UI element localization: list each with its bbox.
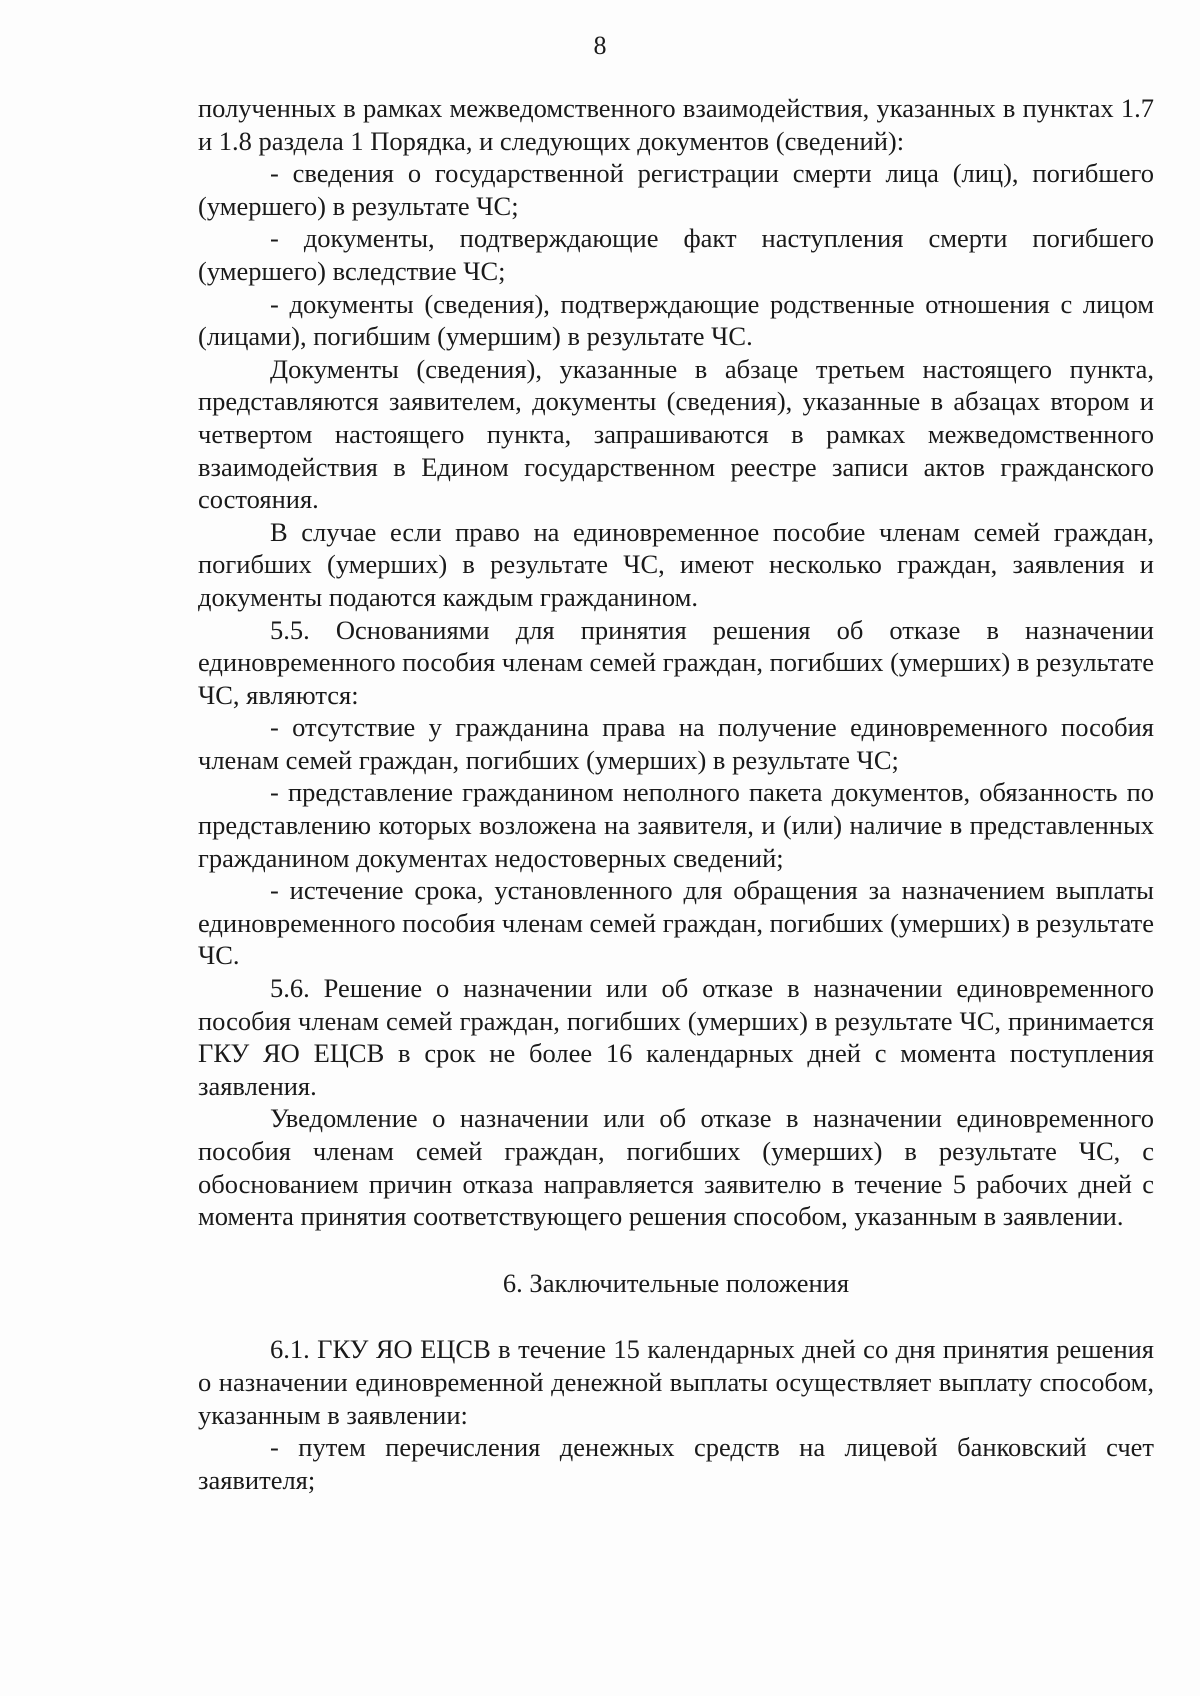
section-heading: 6. Заключительные положения (502, 1267, 850, 1298)
list-item-death-fact-documents: - документы, подтверждающие факт наступления смерти погибшего (умершего) вследствие ЧС; (198, 223, 1154, 286)
paragraph-continuation: полученных в рамках межведомственного взаимодействия, указанных в пунктах 1.7 и 1.8 раздела 1 Порядка, и следующих документов (сведений): (198, 93, 1154, 156)
clause-6-1: 6.1. ГКУ ЯО ЕЦСВ в течение 15 календарных дней со дня принятия решения о назначении единовременной денежной выплаты осуществляет выплату способом, указанным в заявлении: (198, 1334, 1154, 1430)
list-item-death-registration: - сведения о государственной регистрации смерти лица (лиц), погибшего (умершего) в результате ЧС; (198, 158, 1154, 221)
list-item-incomplete-package: - представление гражданином неполного пакета документов, обязанность по представлению которых возложена на заявителя, и (или) наличие в представленных гражданином документах недостоверных сведений; (198, 777, 1154, 873)
paragraph-notification: Уведомление о назначении или об отказе в назначении единовременного пособия членам семей граждан, погибших (умерших) в результате ЧС, с обоснованием причин отказа направляется заявителю в течение 5 рабочих дней с момента принятия соответствующего решения способом, указанным в заявлении. (198, 1103, 1154, 1232)
document-body (198, 92, 1154, 1496)
paragraph-multiple-applicants: В случае если право на единовременное пособие членам семей граждан, погибших (умерших) в результате ЧС, имеют несколько граждан, заявления и документы подаются каждым гражданином. (198, 516, 1154, 612)
clause-5-6: 5.6. Решение о назначении или об отказе в назначении единовременного пособия членам семей граждан, погибших (умерших) в результате ЧС, принимается ГКУ ЯО ЕЦСВ в срок не более 16 календарных дней с момента поступления заявления. (198, 973, 1154, 1101)
list-item-deadline-expired: - истечение срока, установленного для обращения за назначением выплаты единовременного пособия членам семей граждан, погибших (умерших) в результате ЧС. (198, 875, 1154, 971)
paragraph-documents-provided: Документы (сведения), указанные в абзаце третьем настоящего пункта, представляются заявителем, документы (сведения), указанные в абзацах втором и четвертом настоящего пункта, запрашиваются в рамках межведомственного взаимодействия в Едином государственном реестре записи актов гражданского состояния. (198, 353, 1154, 515)
list-item-bank-transfer: - путем перечисления денежных средств на лицевой банковский счет заявителя; (198, 1432, 1154, 1495)
clause-5-5: 5.5. Основаниями для принятия решения об отказе в назначении единовременного пособия членам семей граждан, погибших (умерших) в результате ЧС, являются: (198, 614, 1154, 710)
list-item-kinship-documents: - документы (сведения), подтверждающие родственные отношения с лицом (лицами), погибшим (умершим) в результате ЧС. (198, 288, 1154, 352)
list-item-no-right: - отсутствие у гражданина права на получение единовременного пособия членам семей граждан, погибших (умерших) в результате ЧС; (198, 712, 1154, 775)
page-number: 8 (593, 31, 607, 60)
